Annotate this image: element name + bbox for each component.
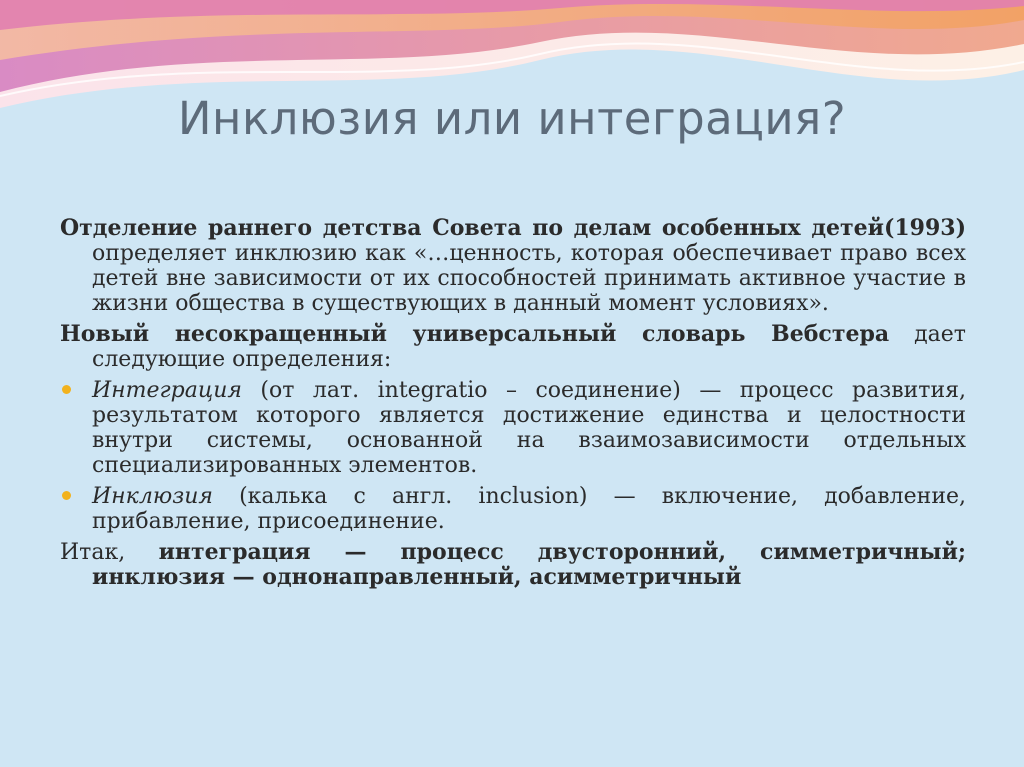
paragraph-dictionary (60, 322, 966, 372)
paragraph-definition-source (60, 216, 966, 316)
dictionary-name: Новый несокращенный универсальный словарь Вебстера (60, 321, 890, 347)
slide-content (60, 216, 966, 596)
paragraph-conclusion (60, 540, 966, 590)
source-organization: Отделение раннего детства Совета по делам особенных детей(1993) (60, 215, 966, 241)
slide-title: Инклюзия или интеграция? (177, 92, 847, 145)
definition-text: определяет инклюзию как «…ценность, которая обеспечивает право всех детей вне зависимости от их способностей принимать активное участие в жизни общества в существующих в данный момент условиях». (92, 241, 966, 316)
term-integration: Интеграция (92, 378, 242, 403)
dictionary-text: дает следующие определения: (92, 322, 966, 372)
bullet-dot-icon (62, 385, 71, 394)
integration-definition: (от лат. integratio – соединение) — процесс развития, результатом которого является достижение единства и целостности внутри системы, основанной на взаимозависимости отдельных специализированных элементов. (92, 378, 966, 478)
conclusion-text: интеграция — процесс двусторонний, симметричный; инклюзия — однонаправленный, асимметричный (92, 539, 967, 590)
conclusion-lead: Итак, (60, 540, 159, 565)
inclusion-definition: (калька с англ. inclusion) — включение, добавление, прибавление, присоединение. (92, 484, 966, 534)
bullet-dot-icon (62, 491, 71, 500)
term-inclusion: Инклюзия (92, 484, 213, 509)
bullet-integration (60, 378, 966, 478)
bullet-inclusion (60, 484, 966, 534)
